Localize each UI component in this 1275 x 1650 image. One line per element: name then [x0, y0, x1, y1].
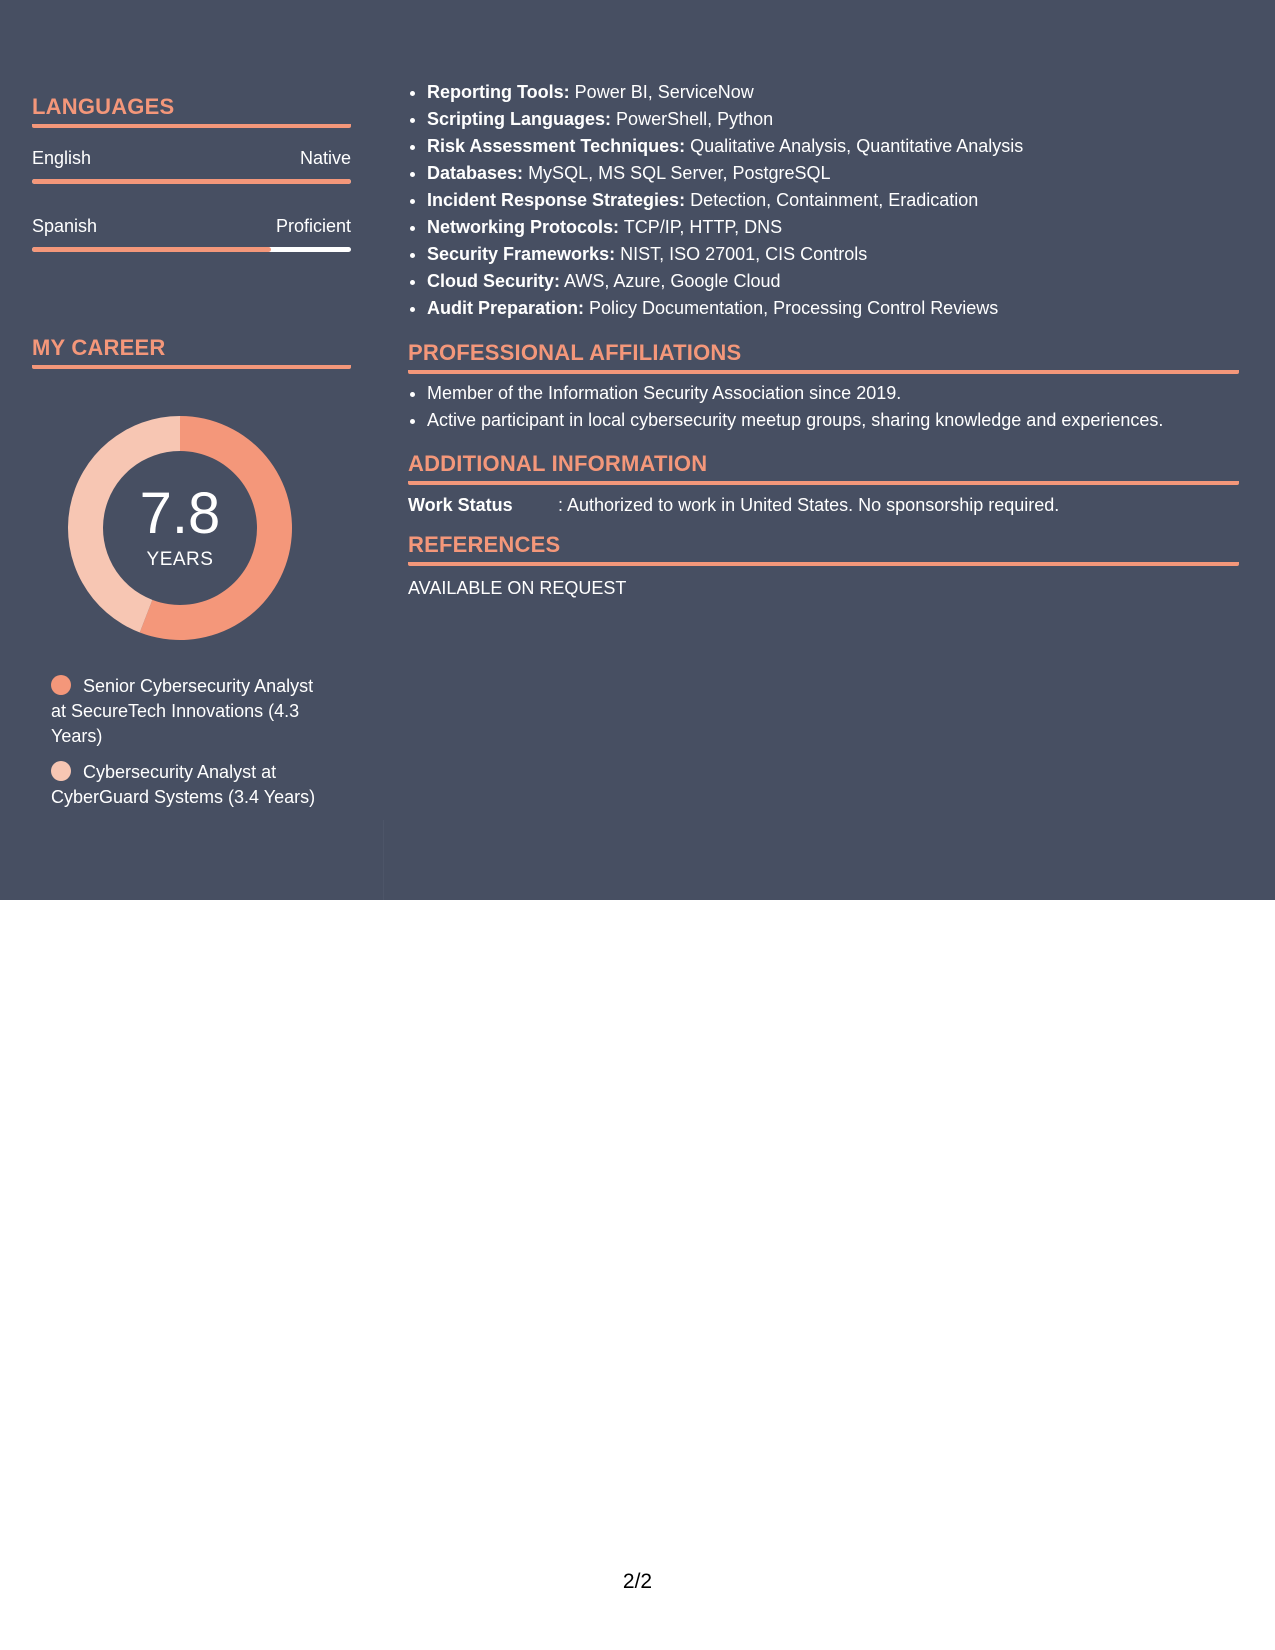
skill-value: Policy Documentation, Processing Control Reviews — [589, 298, 999, 318]
language-level: Native — [299, 148, 351, 168]
work-status-row — [408, 495, 1239, 516]
language-name: Spanish — [32, 216, 98, 236]
skill-item — [427, 187, 1239, 214]
career-donut-chart — [67, 415, 293, 641]
skill-value: Power BI, ServiceNow — [574, 82, 754, 102]
skill-value: MySQL, MS SQL Server, PostgreSQL — [528, 163, 831, 183]
skill-label: Databases: — [427, 163, 524, 183]
affiliations-section — [408, 340, 1239, 434]
affiliation-item: • Member of the Information Security Association since 2019. — [427, 380, 1239, 407]
skill-value: PowerShell, Python — [616, 109, 774, 129]
skills-list — [408, 79, 1239, 322]
skill-value: AWS, Azure, Google Cloud — [564, 271, 781, 291]
language-proficiency-fill — [32, 247, 271, 252]
skill-value: Detection, Containment, Eradication — [690, 190, 979, 210]
skill-item — [427, 295, 1239, 322]
affiliations-title: PROFESSIONAL AFFILIATIONS — [408, 340, 1239, 374]
skill-item — [427, 79, 1239, 106]
column-divider — [383, 820, 384, 900]
career-legend-item — [51, 674, 333, 749]
skill-label: Reporting Tools: — [427, 82, 570, 102]
languages-title: LANGUAGES — [32, 94, 351, 128]
references-text: AVAILABLE ON REQUEST — [408, 578, 627, 598]
legend-dot-icon — [51, 761, 71, 781]
skill-label: Scripting Languages: — [427, 109, 612, 129]
language-level: Proficient — [275, 216, 351, 236]
language-name: English — [32, 148, 92, 168]
career-title: MY CAREER — [32, 335, 351, 369]
skill-label: Incident Response Strategies: — [427, 190, 686, 210]
skills-section — [408, 79, 1239, 322]
legend-dot-icon — [51, 675, 71, 695]
skill-item — [427, 268, 1239, 295]
skill-item — [427, 214, 1239, 241]
skill-item — [427, 160, 1239, 187]
page-number: 2/2 — [622, 1570, 653, 1593]
language-proficiency-bar — [32, 247, 351, 252]
career-total-unit: YEARS — [146, 549, 214, 570]
affiliation-item: • Active participant in local cybersecurity meetup groups, sharing knowledge and experiences. — [427, 407, 1239, 434]
skill-label: Networking Protocols: — [427, 217, 620, 237]
skill-value: TCP/IP, HTTP, DNS — [623, 217, 783, 237]
language-proficiency-fill — [32, 179, 351, 184]
references-section — [408, 532, 1239, 599]
references-title: REFERENCES — [408, 532, 1239, 566]
additional-info-section — [408, 451, 1239, 516]
work-status-label: Work Status — [408, 495, 513, 515]
skill-item — [427, 241, 1239, 268]
skill-value: NIST, ISO 27001, CIS Controls — [620, 244, 868, 264]
career-legend-label: Senior Cybersecurity Analyst at SecureTech Innovations (4.3 Years) — [51, 676, 314, 746]
language-item — [32, 216, 351, 252]
donut-center — [67, 415, 293, 641]
affiliations-list — [408, 380, 1239, 434]
skill-label: Audit Preparation: — [427, 298, 585, 318]
skill-item — [427, 106, 1239, 133]
skill-item — [427, 133, 1239, 160]
career-total-years: 7.8 — [139, 481, 221, 546]
skill-value: Qualitative Analysis, Quantitative Analysis — [690, 136, 1024, 156]
work-status-value: : Authorized to work in United States. No sponsorship required. — [558, 495, 1060, 515]
languages-section — [32, 94, 351, 252]
skill-label: Security Frameworks: — [427, 244, 616, 264]
skill-label: Risk Assessment Techniques: — [427, 136, 686, 156]
additional-info-title: ADDITIONAL INFORMATION — [408, 451, 1239, 485]
career-legend-item — [51, 760, 333, 810]
language-proficiency-bar — [32, 179, 351, 184]
language-item — [32, 148, 351, 184]
career-legend-label: Cybersecurity Analyst at CyberGuard Systems (3.4 Years) — [51, 762, 316, 807]
skill-label: Cloud Security: — [427, 271, 561, 291]
career-section — [32, 335, 351, 369]
